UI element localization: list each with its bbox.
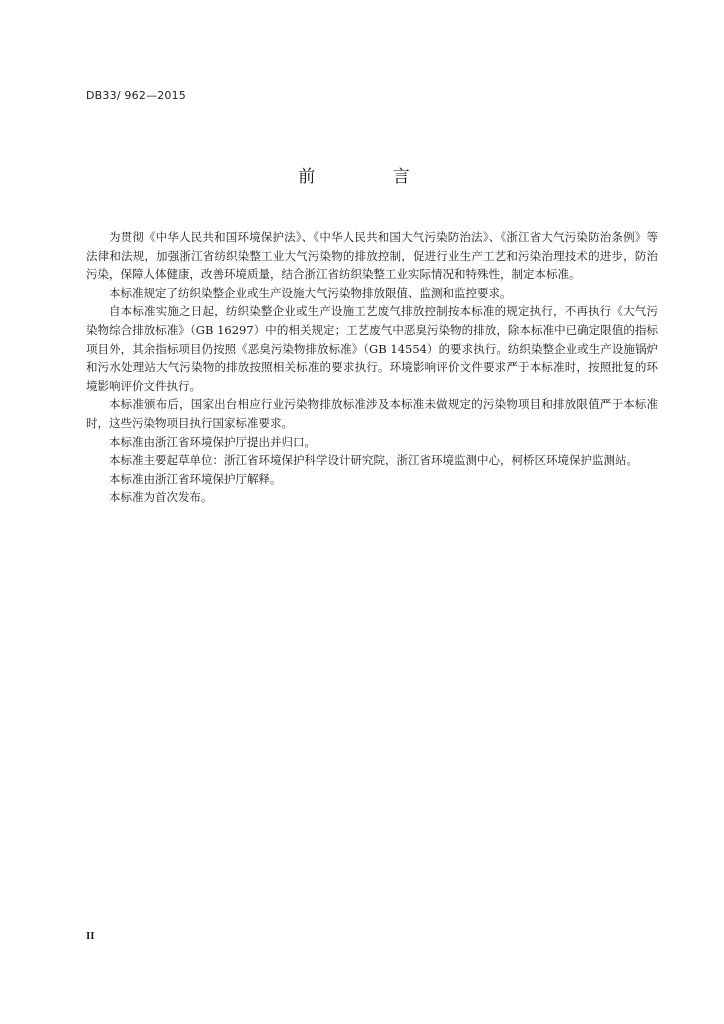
foreword-body: [86, 228, 658, 507]
paragraph-first-release: 本标准为首次发布。: [109, 490, 213, 505]
paragraph-purpose: 为贯彻《中华人民共和国环境保护法》、《中华人民共和国大气污染防治法》、《浙江省大气污染防治条例》等法律和法规，加强浙江省纺织染整工业大气污染物的排放控制，促进行业生产工艺和污染治理技术的进步，防治污染，保障人体健康，改善环境质量，结合浙江省纺织染整工业实际情况和特殊性，制定本标准。: [86, 230, 658, 282]
paragraph-scope: 本标准规定了纺织染整企业或生产设施大气污染物排放限值、监测和监控要求。: [109, 285, 512, 300]
paragraph-national-standards: 本标准颁布后，国家出台相应行业污染物排放标准涉及本标准未做规定的污染物项目和排放限值严于本标准时，这些污染物项目执行国家标准要求。: [86, 397, 658, 430]
document-number: DB33/ 962—2015: [86, 89, 187, 102]
paragraph-proposer: 本标准由浙江省环境保护厅提出并归口。: [109, 434, 316, 449]
page-title: 前 言: [298, 167, 446, 187]
paragraph-interpretation: 本标准由浙江省环境保护厅解释。: [109, 471, 282, 486]
page-number: II: [86, 930, 95, 942]
paragraph-drafters: 本标准主要起草单位：浙江省环境保护科学设计研究院，浙江省环境监测中心，柯桥区环境保护监测站。: [109, 453, 638, 468]
paragraph-implementation: 自本标准实施之日起，纺织染整企业或生产设施工艺废气排放控制按本标准的规定执行，不再执行《大气污染物综合排放标准》（GB 16297）中的相关规定；工艺废气中恶臭污染物的排放，除本标准中已确定限值的指标项目外，其余指标项目仍按照《恶臭污染物排放标准》（GB 14554）的要求执行。纺织染整企业或生产设施锅炉和污水处理站大气污染物的排放按照相关标准的要求执行。环境影响评价文件要求严于本标准时，按照批复的环境影响评价文件执行。: [86, 304, 658, 393]
